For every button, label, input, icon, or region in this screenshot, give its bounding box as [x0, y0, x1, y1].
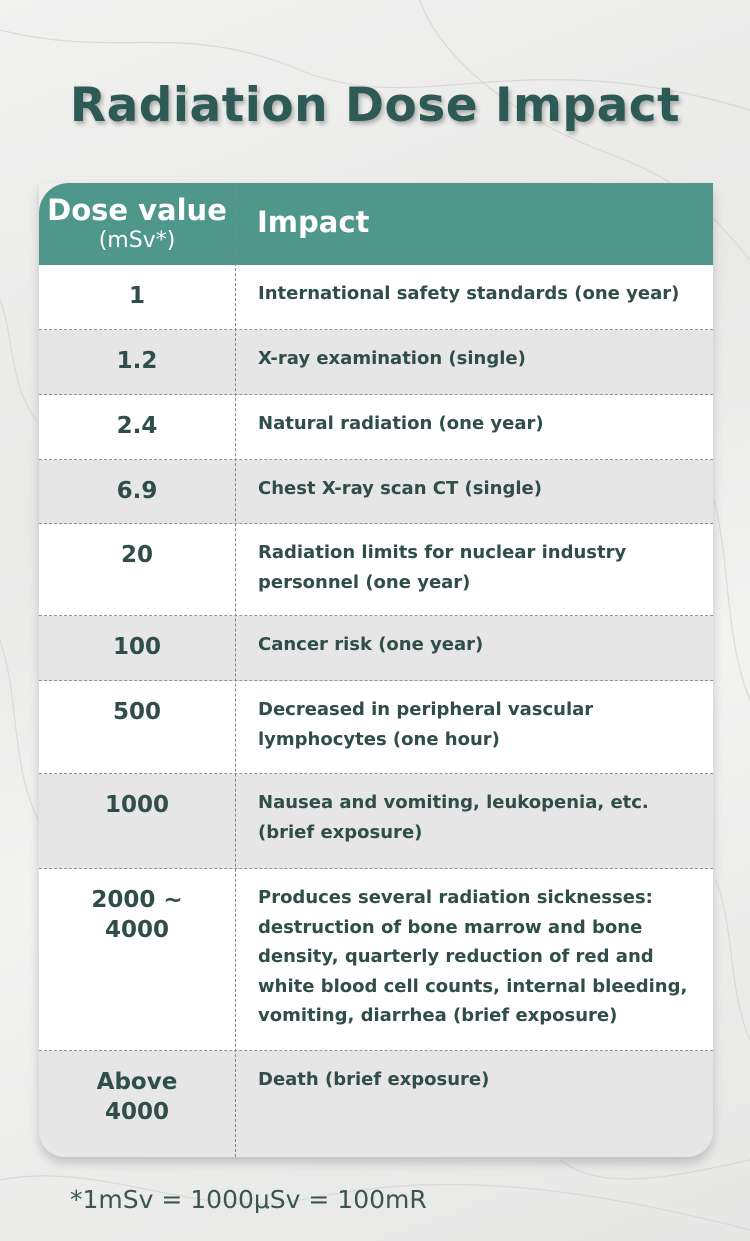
- table-row: [39, 460, 713, 524]
- impact-cell: Radiation limits for nuclear industry personnel (one year): [258, 542, 627, 593]
- table-header: [39, 183, 713, 265]
- dose-cell: 100: [112, 634, 161, 660]
- header-dose-column: [39, 193, 235, 255]
- dose-cell: 20: [120, 542, 153, 568]
- impact-cell: Nausea and vomiting, leukopenia, etc. (brief exposure): [258, 792, 649, 843]
- impact-cell: Natural radiation (one year): [258, 413, 544, 434]
- table-row: [39, 395, 713, 460]
- table-row: [39, 681, 713, 774]
- impact-cell: Decreased in peripheral vascular lymphocytes (one hour): [258, 699, 594, 750]
- dose-cell: 1.2: [116, 348, 158, 374]
- impact-cell: X-ray examination (single): [258, 348, 526, 369]
- impact-cell: Cancer risk (one year): [258, 634, 484, 655]
- table-row: [39, 524, 713, 616]
- impact-cell: Produces several radiation sicknesses: destruction of bone marrow and bone density, quarterly reduction of red and white blood cell counts, internal bleeding, vomiting, diarrhea (brief exposure): [258, 887, 688, 1026]
- table-row: [39, 1051, 713, 1157]
- table-row: [39, 265, 713, 330]
- impact-cell: International safety standards (one year): [258, 283, 680, 304]
- dose-table: [39, 183, 713, 1157]
- header-dose-label: Dose value: [47, 193, 227, 227]
- dose-cell: 6.9: [116, 478, 158, 504]
- impact-cell: Chest X-ray scan CT (single): [258, 478, 542, 499]
- column-divider: [235, 183, 236, 1157]
- dose-cell: Above 4000: [96, 1069, 178, 1125]
- dose-cell: 500: [112, 699, 161, 725]
- dose-cell: 1: [128, 283, 145, 309]
- table-row: [39, 869, 713, 1051]
- table-row: [39, 616, 713, 681]
- footnote: *1mSv = 1000μSv = 100mR: [70, 1185, 427, 1214]
- dose-cell: 1000: [104, 792, 169, 818]
- header-impact-label: Impact: [257, 205, 370, 239]
- header-dose-unit: (mSv*): [98, 228, 176, 253]
- impact-cell: Death (brief exposure): [258, 1069, 490, 1090]
- table-row: [39, 774, 713, 869]
- table-row: [39, 330, 713, 395]
- dose-cell: 2000 ~ 4000: [91, 887, 183, 943]
- dose-cell: 2.4: [116, 413, 158, 439]
- page-title: Radiation Dose Impact: [69, 78, 681, 133]
